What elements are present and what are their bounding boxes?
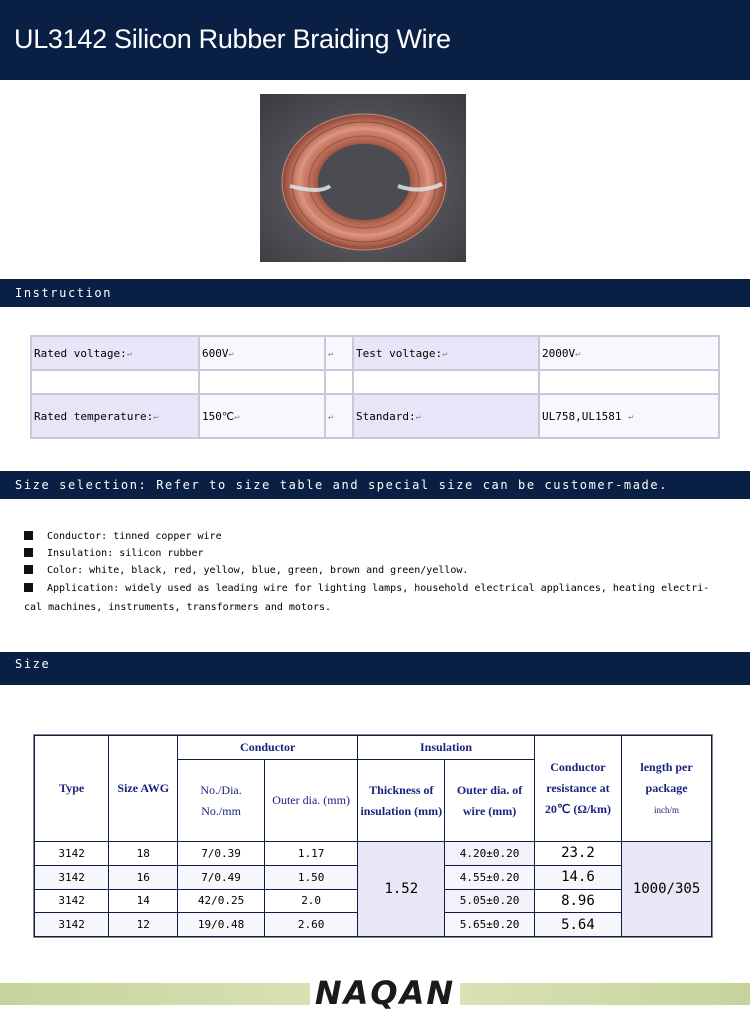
col-no-dia: No./Dia. No./mm [178, 760, 265, 842]
cell-resistance: 14.6 [534, 865, 621, 889]
cell-awg: 14 [109, 889, 178, 913]
cell-resistance: 5.64 [534, 913, 621, 937]
length-unit: inch/m [654, 804, 680, 815]
list-item: Insulation: silicon rubber [24, 545, 724, 562]
col-outer-dia: Outer dia. (mm) [264, 760, 357, 842]
size-table [34, 735, 712, 937]
cell-no-dia: 7/0.39 [178, 842, 265, 866]
brand-logo: NAQAN [310, 972, 460, 1014]
cell-no-dia: 42/0.25 [178, 889, 265, 913]
bullet-square-icon [24, 548, 33, 557]
table-row [35, 842, 712, 866]
bullet-square-icon [24, 583, 33, 592]
cell-thickness: 1.52 [358, 842, 445, 937]
section-instruction: Instruction [0, 279, 750, 307]
cell-outer: 2.60 [264, 913, 357, 937]
cell-type: 3142 [35, 842, 109, 866]
test-voltage-value: 2000V [542, 346, 576, 360]
cell-no-dia: 7/0.49 [178, 865, 265, 889]
standard-value: UL758,UL1581 [542, 409, 622, 423]
wire-coil-image [260, 94, 466, 262]
col-conductor: Conductor [178, 736, 358, 760]
col-type: Type [35, 736, 109, 842]
size-table-frame [33, 734, 713, 938]
rated-temp-value: 150℃ [202, 409, 235, 423]
cell-no-dia: 19/0.48 [178, 913, 265, 937]
col-resistance: Conductor resistance at 20℃ (Ω/km) [534, 736, 621, 842]
product-photo [260, 94, 466, 262]
col-size-awg: Size AWG [109, 736, 178, 842]
rated-voltage-value: 600V [202, 346, 229, 360]
list-item: Application: widely used as leading wire for lighting lamps, household electrical appliances, heating electri-cal machines, instruments, transformers and motors. [24, 583, 710, 613]
bullet-square-icon [24, 531, 33, 540]
cell-awg: 12 [109, 913, 178, 937]
rated-voltage-label: Rated voltage: [34, 346, 127, 360]
cell-outer: 2.0 [264, 889, 357, 913]
cell-type: 3142 [35, 913, 109, 937]
col-length: length per package inch/m [622, 736, 712, 842]
section-size-selection: Size selection: Refer to size table and special size can be customer-made. [0, 471, 750, 499]
cell-wire: 4.55±0.20 [445, 865, 534, 889]
cell-type: 3142 [35, 889, 109, 913]
cell-wire: 4.20±0.20 [445, 842, 534, 866]
section-size: Size [0, 652, 750, 685]
list-item: Color: white, black, red, yellow, blue, green, brown and green/yellow. [24, 562, 724, 579]
spec-table [30, 335, 720, 439]
cell-awg: 18 [109, 842, 178, 866]
cell-resistance: 8.96 [534, 889, 621, 913]
page-title: UL3142 Silicon Rubber Braiding Wire [14, 24, 451, 54]
cell-wire: 5.65±0.20 [445, 913, 534, 937]
spec-row-empty [31, 370, 719, 394]
cell-type: 3142 [35, 865, 109, 889]
col-thickness: Thickness of insulation (mm) [358, 760, 445, 842]
cell-outer: 1.17 [264, 842, 357, 866]
rated-temp-label: Rated temperature: [34, 409, 154, 423]
bullet-square-icon [24, 565, 33, 574]
title-bar [0, 0, 750, 80]
list-item: Conductor: tinned copper wire [24, 528, 724, 545]
feature-list [24, 528, 724, 617]
standard-label: Standard: [356, 409, 416, 423]
test-voltage-label: Test voltage: [356, 346, 443, 360]
cell-length: 1000/305 [622, 842, 712, 937]
spec-row: Rated temperature:↩ 150℃↩ ↩ Standard:↩ UL758,UL1581 ↩ [31, 394, 719, 438]
cell-wire: 5.05±0.20 [445, 889, 534, 913]
cell-awg: 16 [109, 865, 178, 889]
spec-row: Rated voltage:↩ 600V↩ ↩ Test voltage:↩ 2000V↩ [31, 336, 719, 370]
cell-resistance: 23.2 [534, 842, 621, 866]
cell-outer: 1.50 [264, 865, 357, 889]
col-outer-wire: Outer dia. of wire (mm) [445, 760, 534, 842]
col-insulation: Insulation [358, 736, 535, 760]
